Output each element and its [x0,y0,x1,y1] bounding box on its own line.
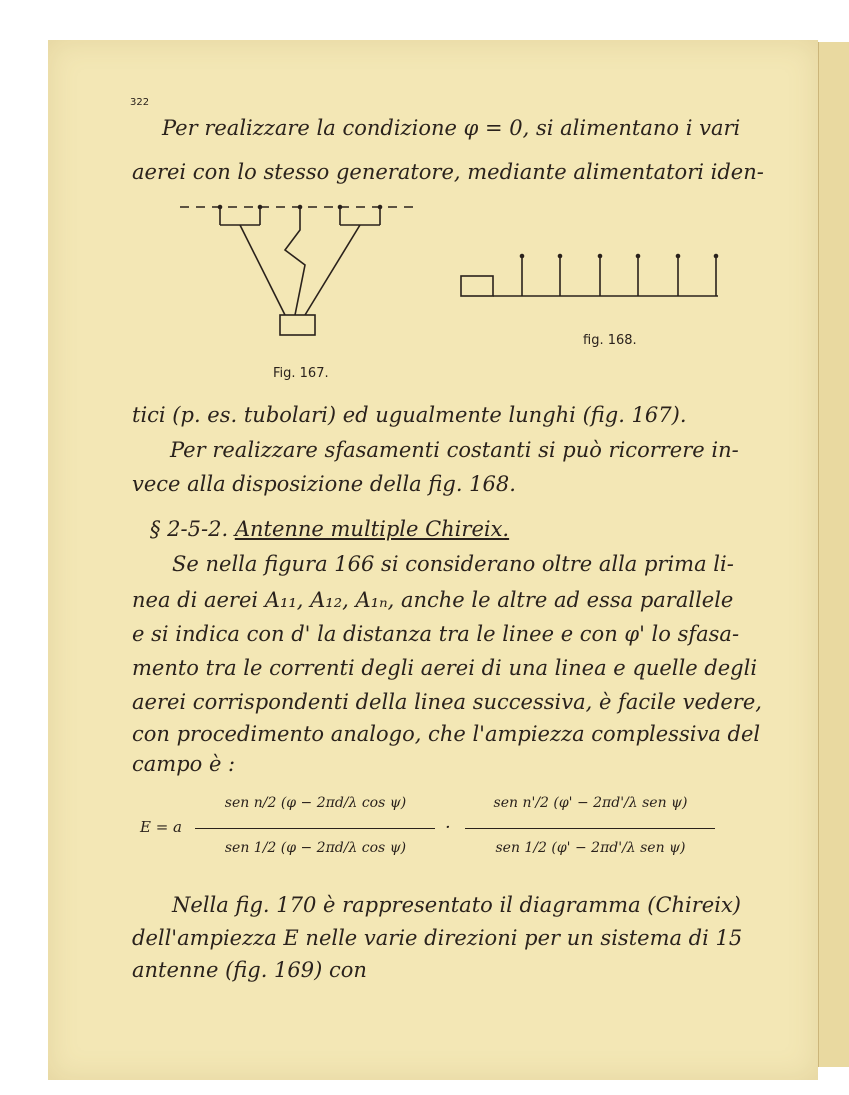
text-line: aerei con lo stesso generatore, mediante alimentatori iden- [132,160,764,184]
text-line: dell'ampiezza E nelle varie direzioni per un sistema di 15 [132,926,743,950]
formula-lhs: E = a [140,818,182,836]
formula-fraction2-bar [465,828,715,829]
section-number: § 2-5-2. [150,517,229,541]
figure-168-diagram [460,250,725,305]
text-line: vece alla disposizione della fig. 168. [132,472,516,496]
text-line: nea di aerei A₁₁, A₁₂, A₁ₙ, anche le altre ad essa parallele [132,588,734,612]
formula-fraction2-denominator: sen 1/2 (φ' − 2πd'/λ sen ψ) [495,840,686,856]
text-line: aerei corrispondenti della linea successiva, è facile vedere, [132,690,762,714]
formula-fraction2-numerator: sen n'/2 (φ' − 2πd'/λ sen ψ) [493,795,688,811]
next-page-edge [818,42,849,1067]
section-heading [150,517,509,541]
section-title: Antenne multiple Chireix. [234,517,510,541]
page-number: 322 [130,97,150,108]
formula-multiply-dot: · [445,817,451,838]
figure-167-diagram [180,195,420,355]
formula-fraction1-numerator: sen n/2 (φ − 2πd/λ cos ψ) [224,795,407,811]
figure-168-caption: fig. 168. [583,333,637,348]
text-line: Per realizzare la condizione φ = 0, si alimentano i vari [162,116,741,140]
formula-fraction1-denominator: sen 1/2 (φ − 2πd/λ cos ψ) [224,840,407,856]
text-line: antenne (fig. 169) con [132,958,367,982]
text-line: mento tra le correnti degli aerei di una linea e quelle degli [132,656,758,680]
figure-167-caption: Fig. 167. [273,366,329,381]
text-line: con procedimento analogo, che l'ampiezza complessiva del [132,722,761,746]
text-line: campo è : [132,752,236,776]
text-line: Se nella figura 166 si considerano oltre alla prima li- [172,552,734,576]
formula-fraction1-bar [195,828,435,829]
text-line: e si indica con d' la distanza tra le linee e con φ' lo sfasa- [132,622,740,646]
text-line: Per realizzare sfasamenti costanti si può ricorrere in- [170,438,739,462]
text-line: tici (p. es. tubolari) ed ugualmente lunghi (fig. 167). [132,403,687,427]
text-line: Nella fig. 170 è rappresentato il diagramma (Chireix) [172,893,741,917]
